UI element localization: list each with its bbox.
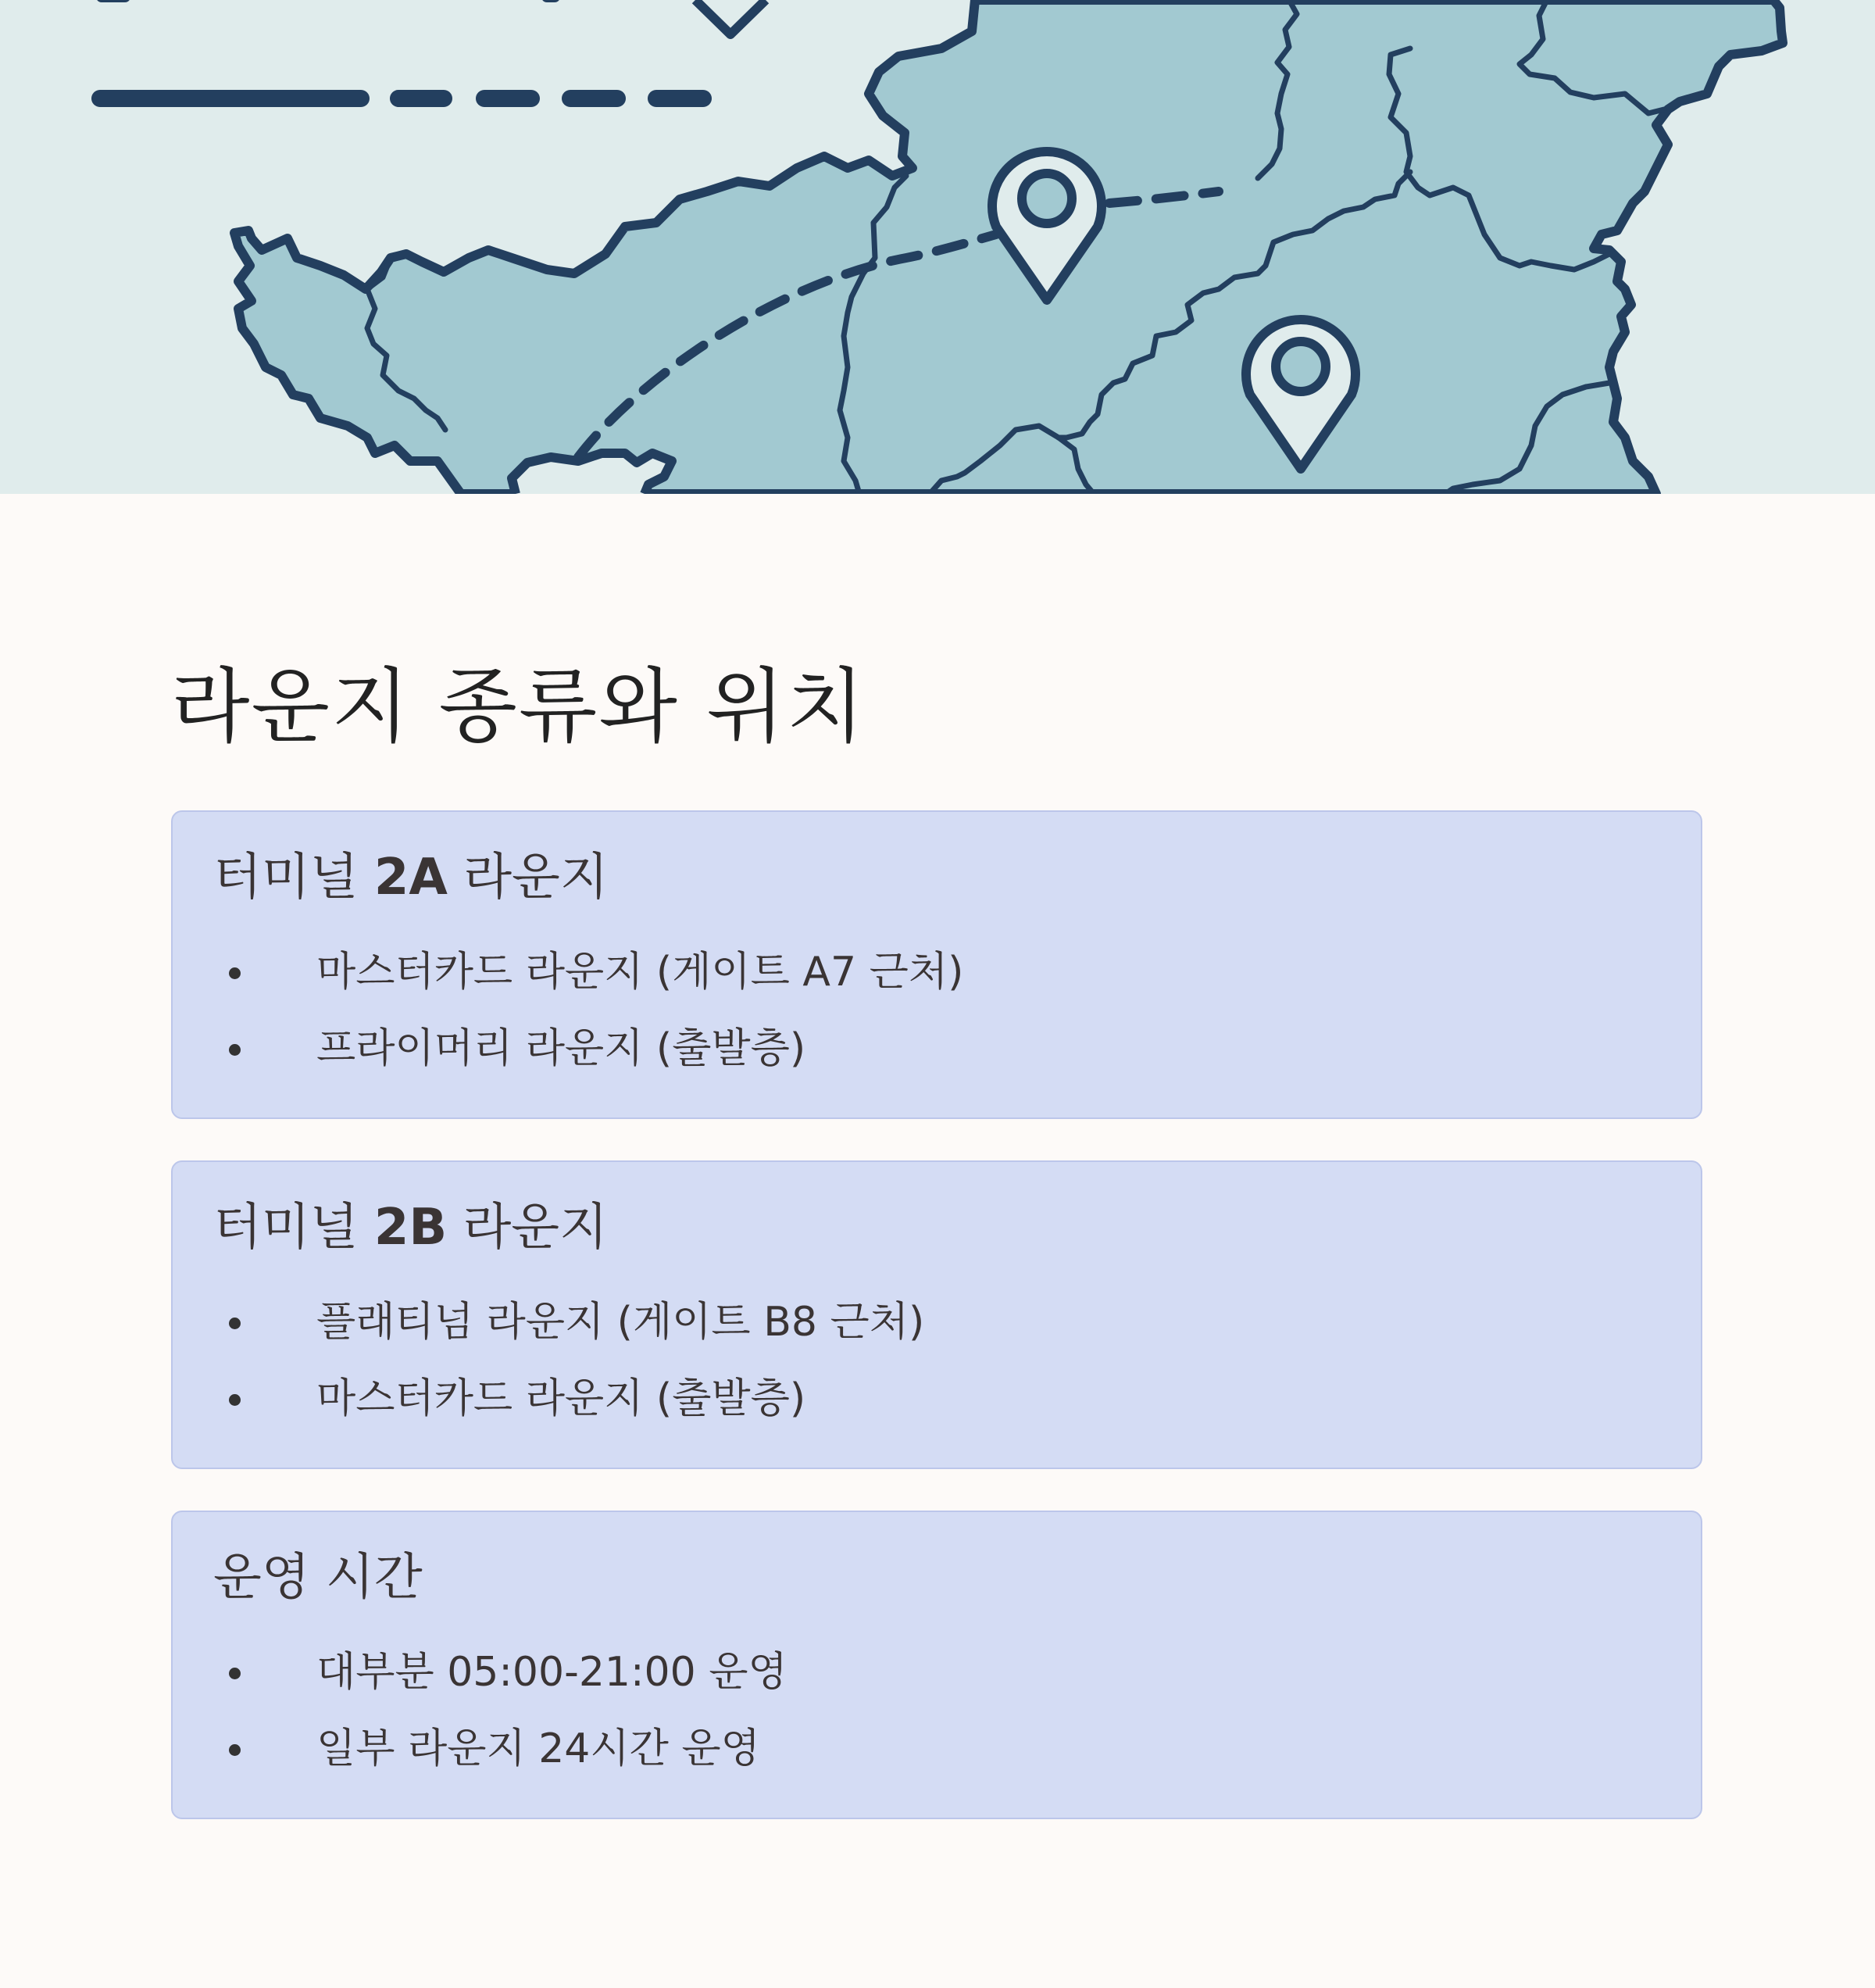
card-title-prefix: 터미널 <box>213 849 374 906</box>
list-item-text: 플래티넘 라운지 (게이트 B8 근처) <box>316 1299 925 1346</box>
hero-map-illustration <box>0 0 1875 494</box>
list-item <box>213 1725 788 1802</box>
card-operating-hours <box>171 1511 1702 1819</box>
hours-list <box>213 1649 788 1802</box>
bullet-icon <box>229 1044 241 1056</box>
list-item-text: 마스터카드 라운지 (출발층) <box>316 1375 806 1422</box>
list-item <box>213 1649 788 1725</box>
card-title-bold: 2A <box>373 849 448 906</box>
lounge-list <box>213 949 963 1102</box>
list-item <box>213 1025 963 1102</box>
bullet-icon <box>229 967 241 979</box>
card-terminal-2b <box>171 1160 1702 1469</box>
list-item-text: 일부 라운지 24시간 운영 <box>316 1725 760 1772</box>
list-item-text: 프라이머리 라운지 (출발층) <box>316 1025 806 1072</box>
card-terminal-2a <box>171 810 1702 1119</box>
card-title-suffix: 라운지 <box>447 1199 608 1257</box>
card-title <box>213 1549 423 1607</box>
card-title <box>213 849 609 906</box>
map-illustration <box>0 0 1875 494</box>
bullet-icon <box>229 1744 241 1756</box>
card-title-prefix: 운영 시간 <box>213 1549 423 1607</box>
list-item-text: 대부분 05:00-21:00 운영 <box>316 1649 788 1696</box>
page-title: 라운지 종류와 위치 <box>171 659 866 754</box>
card-title-prefix: 터미널 <box>213 1199 374 1257</box>
lounge-list <box>213 1299 924 1452</box>
list-item <box>213 1375 924 1452</box>
list-item <box>213 1299 924 1375</box>
card-title-bold: 2B <box>373 1199 448 1257</box>
list-item-text: 마스터카드 라운지 (게이트 A7 근처) <box>316 949 964 996</box>
bullet-icon <box>229 1668 241 1679</box>
bullet-icon <box>229 1394 241 1406</box>
location-pin-icon <box>695 0 766 34</box>
card-title <box>213 1199 608 1257</box>
list-item <box>213 949 963 1025</box>
coast-inlet <box>512 453 672 494</box>
card-title-suffix: 라운지 <box>447 849 609 906</box>
bullet-icon <box>229 1318 241 1329</box>
